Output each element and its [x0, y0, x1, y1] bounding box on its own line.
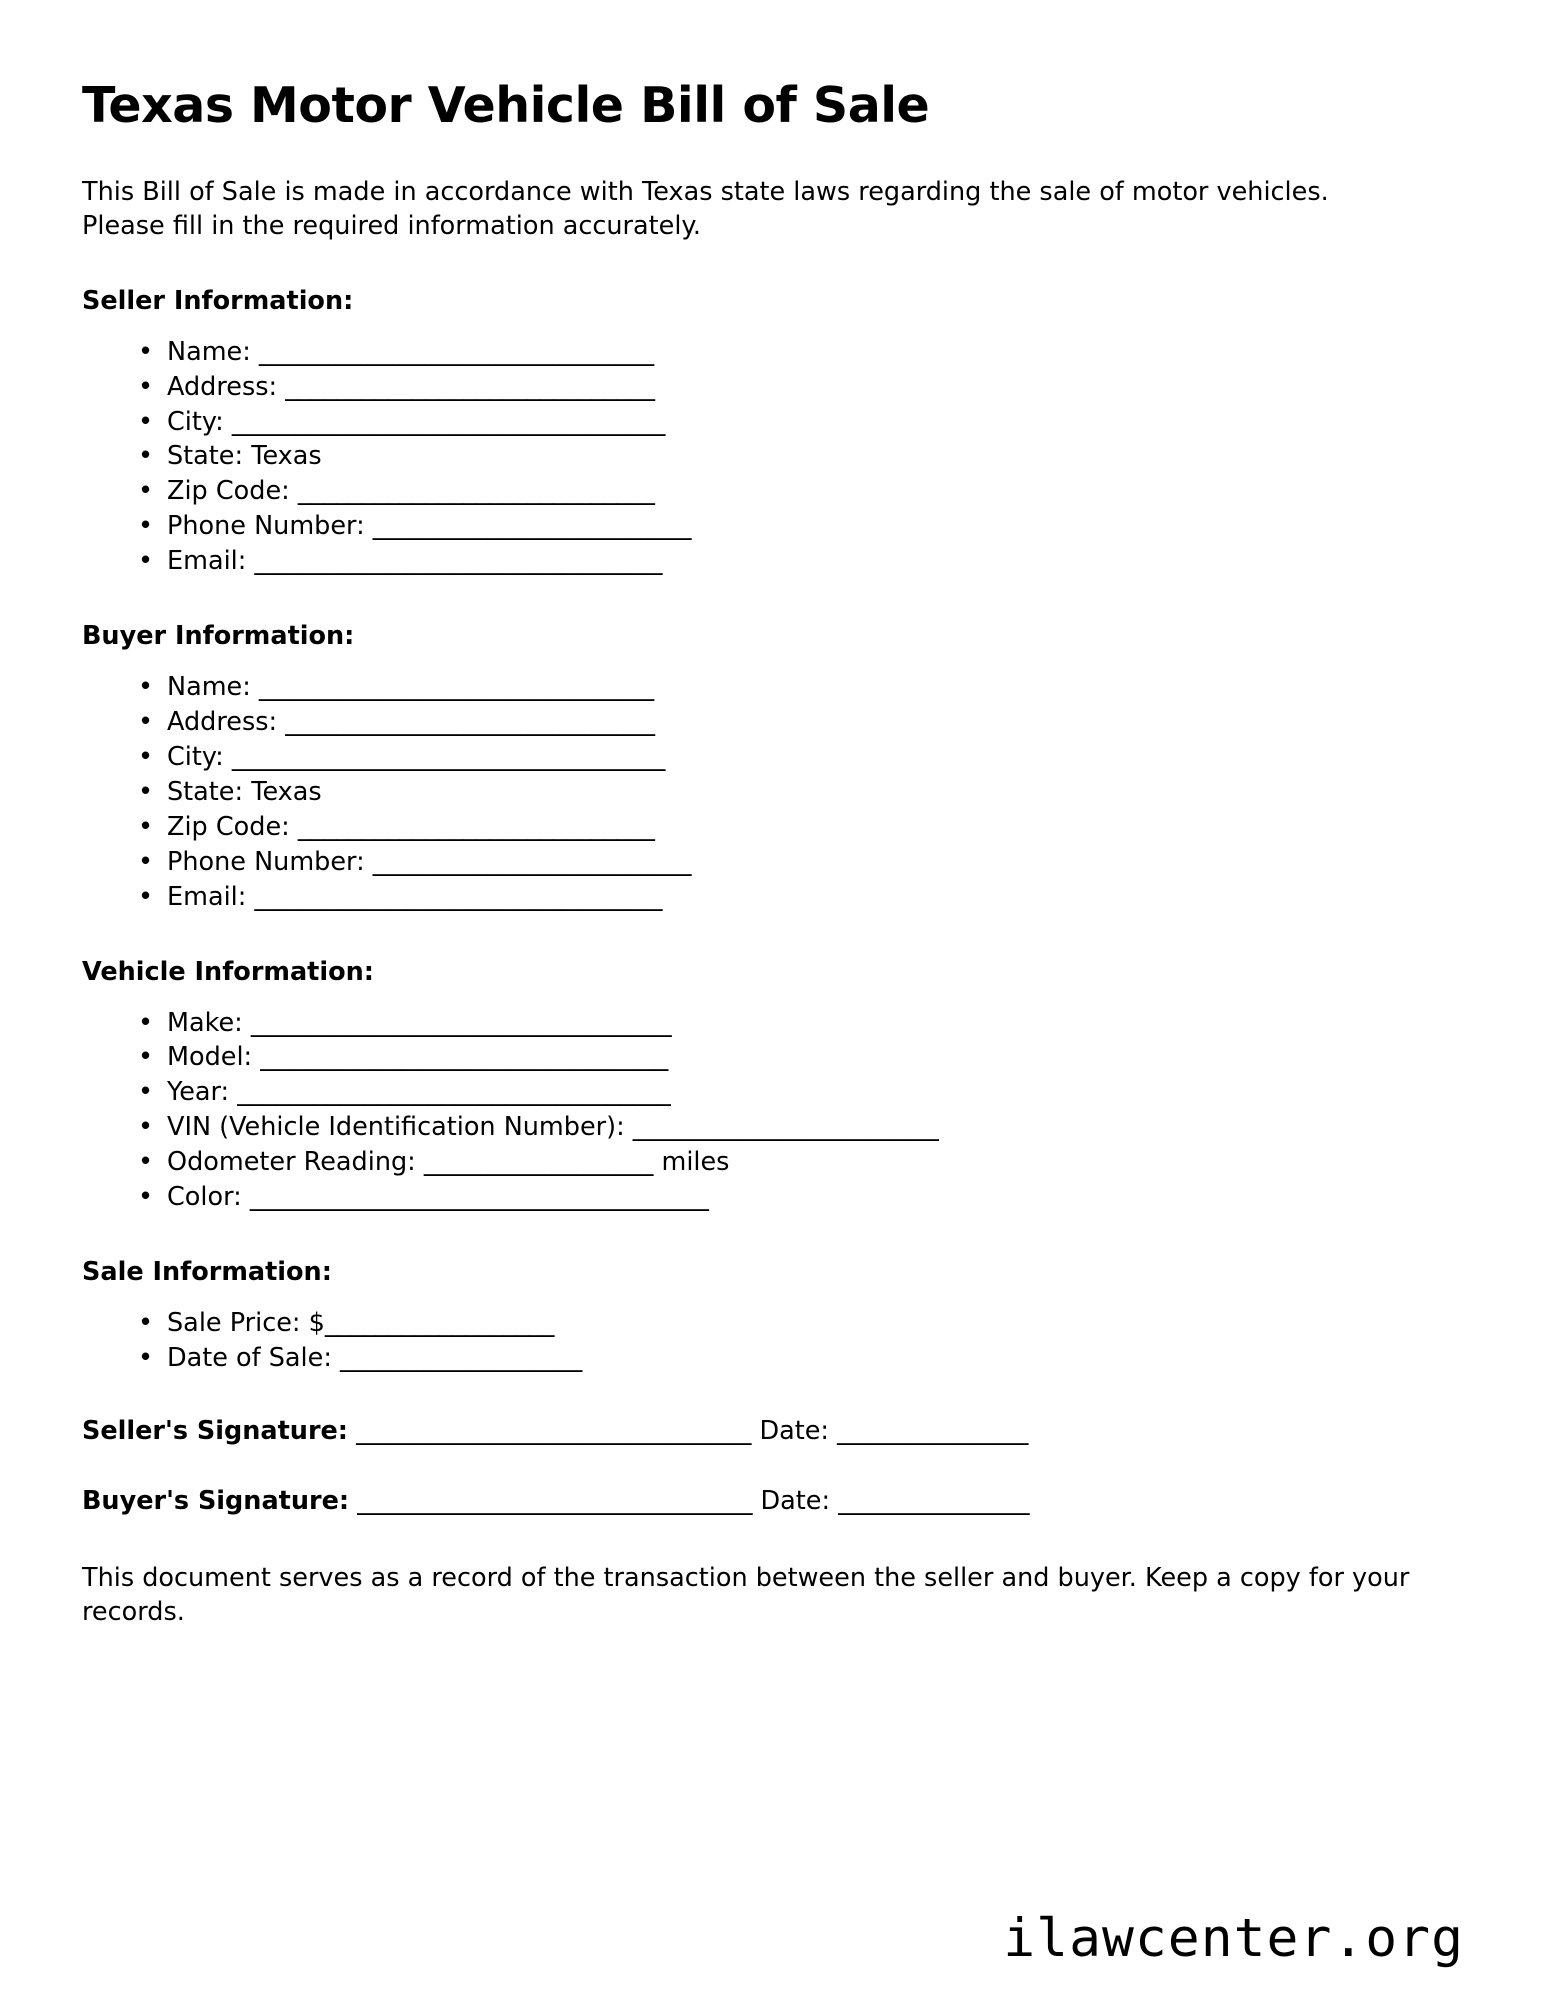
buyer-signature-label: Buyer's Signature:	[82, 1485, 350, 1516]
list-item: • State: Texas	[130, 775, 1458, 810]
buyer-information-heading: Buyer Information:	[82, 621, 355, 652]
list-item: • Color: ____________________________________	[130, 1180, 1458, 1215]
list-item: • Phone Number: _________________________	[130, 509, 1458, 544]
list-item: • City: __________________________________	[130, 740, 1458, 775]
seller-signature-row	[82, 1416, 1458, 1446]
list-item: • Model: ________________________________	[130, 1040, 1458, 1075]
vehicle-information-fields	[82, 1006, 1458, 1216]
seller-date-label: Date:	[759, 1415, 830, 1446]
buyer-date-line: _______________	[838, 1485, 1030, 1516]
list-item: • Name: _______________________________	[130, 670, 1458, 705]
list-item: • Email: ________________________________	[130, 880, 1458, 915]
list-item: • Address: _____________________________	[130, 370, 1458, 405]
list-item: • Date of Sale: ___________________	[130, 1341, 1458, 1376]
sale-information-fields	[82, 1306, 1458, 1376]
list-item: • Year: __________________________________	[130, 1075, 1458, 1110]
list-item: • Make: _________________________________	[130, 1006, 1458, 1041]
list-item: • Address: _____________________________	[130, 705, 1458, 740]
list-item: • State: Texas	[130, 439, 1458, 474]
vehicle-information-heading: Vehicle Information:	[82, 956, 374, 987]
list-item: • Zip Code: ____________________________	[130, 810, 1458, 845]
list-item: • Name: _______________________________	[130, 335, 1458, 370]
list-item: • Email: ________________________________	[130, 544, 1458, 579]
sale-information-heading: Sale Information:	[82, 1257, 332, 1288]
page-title: Texas Motor Vehicle Bill of Sale	[82, 77, 930, 134]
seller-date-line: _______________	[837, 1415, 1029, 1446]
list-item: • VIN (Vehicle Identification Number): ________________________	[130, 1110, 1458, 1145]
buyer-signature-row	[82, 1486, 1458, 1516]
watermark: ilawcenter.org	[1003, 1908, 1464, 1969]
seller-signature-line: _______________________________	[356, 1415, 752, 1446]
list-item: • Zip Code: ____________________________	[130, 474, 1458, 509]
list-item: • Phone Number: _________________________	[130, 845, 1458, 880]
list-item: • Odometer Reading: __________________ miles	[130, 1145, 1458, 1180]
seller-information-heading: Seller Information:	[82, 285, 354, 316]
list-item: • Sale Price: $__________________	[130, 1306, 1458, 1341]
seller-information-fields	[82, 335, 1458, 579]
seller-signature-label: Seller's Signature:	[82, 1415, 349, 1446]
closing-paragraph: This document serves as a record of the transaction between the seller and buyer. Keep a copy for your records.	[82, 1562, 1410, 1627]
intro-paragraph: This Bill of Sale is made in accordance with Texas state laws regarding the sale of motor vehicles. Please fill in the required information accurately.	[82, 177, 1329, 241]
buyer-signature-line: _______________________________	[357, 1485, 753, 1516]
list-item: • City: __________________________________	[130, 405, 1458, 440]
buyer-information-fields	[82, 670, 1458, 914]
buyer-date-label: Date:	[760, 1485, 831, 1516]
